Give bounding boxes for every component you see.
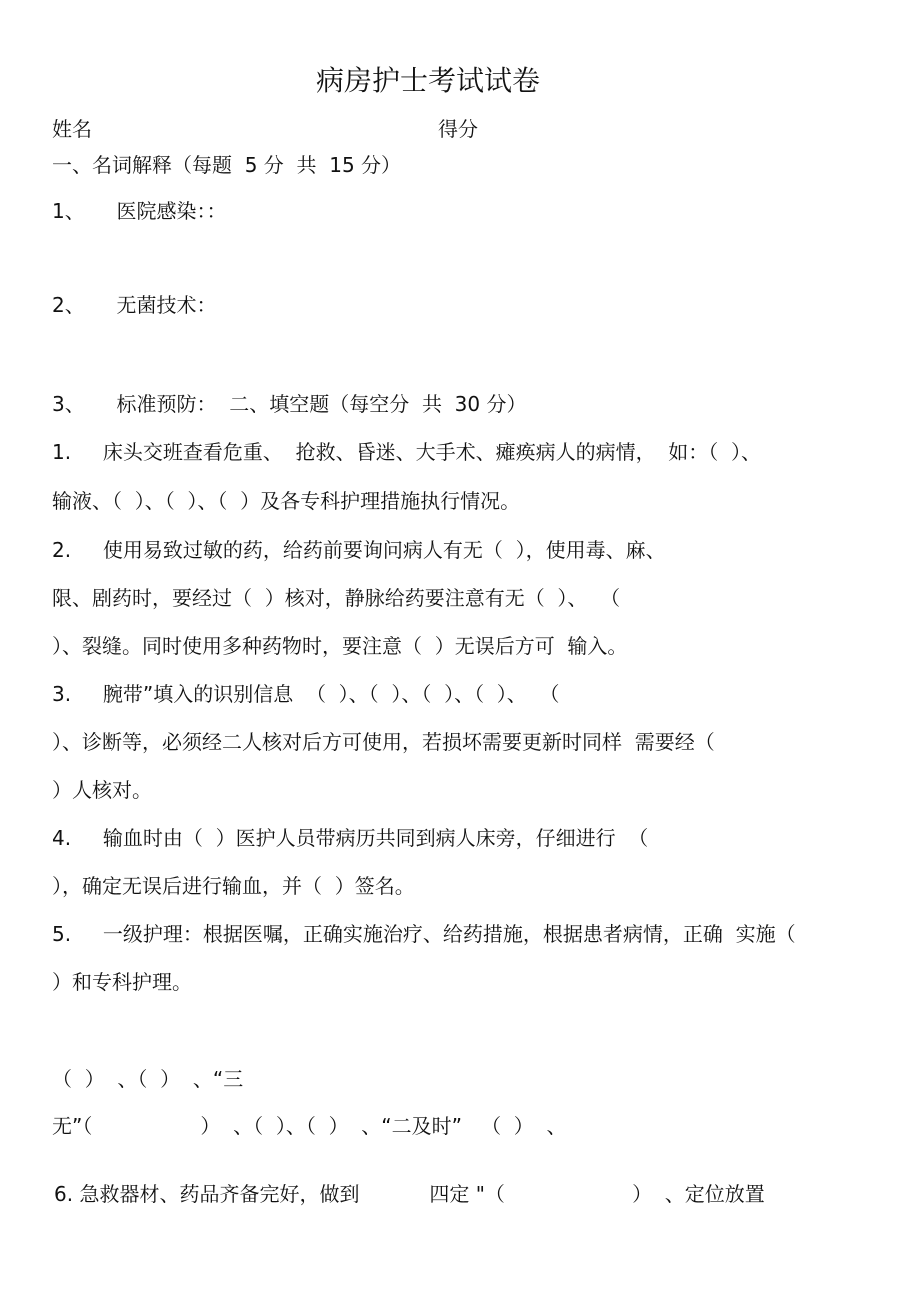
question-1-line-1: 1. 床头交班查看危重、 抢救、昏迷、大手术、瘫痪病人的病情， 如：（ ）、	[52, 440, 762, 464]
question-3-line-2: ）、诊断等，必须经二人核对后方可使用，若损坏需要更新时同样 需要经（	[52, 730, 715, 754]
question-2-line-2: 限、剧药时，要经过（ ）核对，静脉给药要注意有无（ ）、 （	[52, 586, 621, 610]
term-1: 1、 医院感染：：	[52, 199, 227, 223]
fragment-line-1: （ ） 、（ ） 、“三	[52, 1067, 244, 1091]
question-5-line-1: 5. 一级护理：根据医嘱，正确实施治疗、给药措施，根据患者病情，正确 实施（	[52, 922, 796, 946]
section-heading: 一、名词解释（每题 5 分 共 15 分）	[52, 153, 402, 177]
question-3-line-1: 3. 腕带”填入的识别信息 （ ）、（ ）、（ ）、（ ）、 （	[52, 682, 560, 706]
question-6-line-1: 6. 急救器材、药品齐备完好，做到 四定 "（ ） 、定位放置	[54, 1182, 765, 1206]
name-label: 姓名	[52, 117, 92, 141]
question-2-line-3: ）、裂缝。同时使用多种药物时，要注意（ ）无误后方可 输入。	[52, 634, 628, 658]
page-title: 病房护士考试试卷	[316, 64, 541, 97]
question-1-line-2: 输液、（ ）、（ ）、（ ）及各专科护理措施执行情况。	[52, 489, 521, 513]
question-4-line-2: ），确定无误后进行输血，并（ ）签名。	[52, 874, 415, 898]
question-5-line-2: ）和专科护理。	[52, 970, 192, 994]
question-3-line-3: ）人核对。	[52, 778, 152, 802]
term-3-and-section-2: 3、 标准预防： 二、填空题（每空分 共 30 分）	[52, 392, 527, 416]
term-2: 2、 无菌技术：	[52, 293, 217, 317]
score-label: 得分	[438, 117, 478, 141]
question-2-line-1: 2. 使用易致过敏的药，给药前要询问病人有无（ ），使用毒、麻、	[52, 538, 666, 562]
question-4-line-1: 4. 输血时由（ ）医护人员带病历共同到病人床旁，仔细进行 （	[52, 826, 649, 850]
fragment-line-2: 无”（ ） 、（ ）、（ ） 、“二及时” （ ） 、	[52, 1114, 567, 1138]
